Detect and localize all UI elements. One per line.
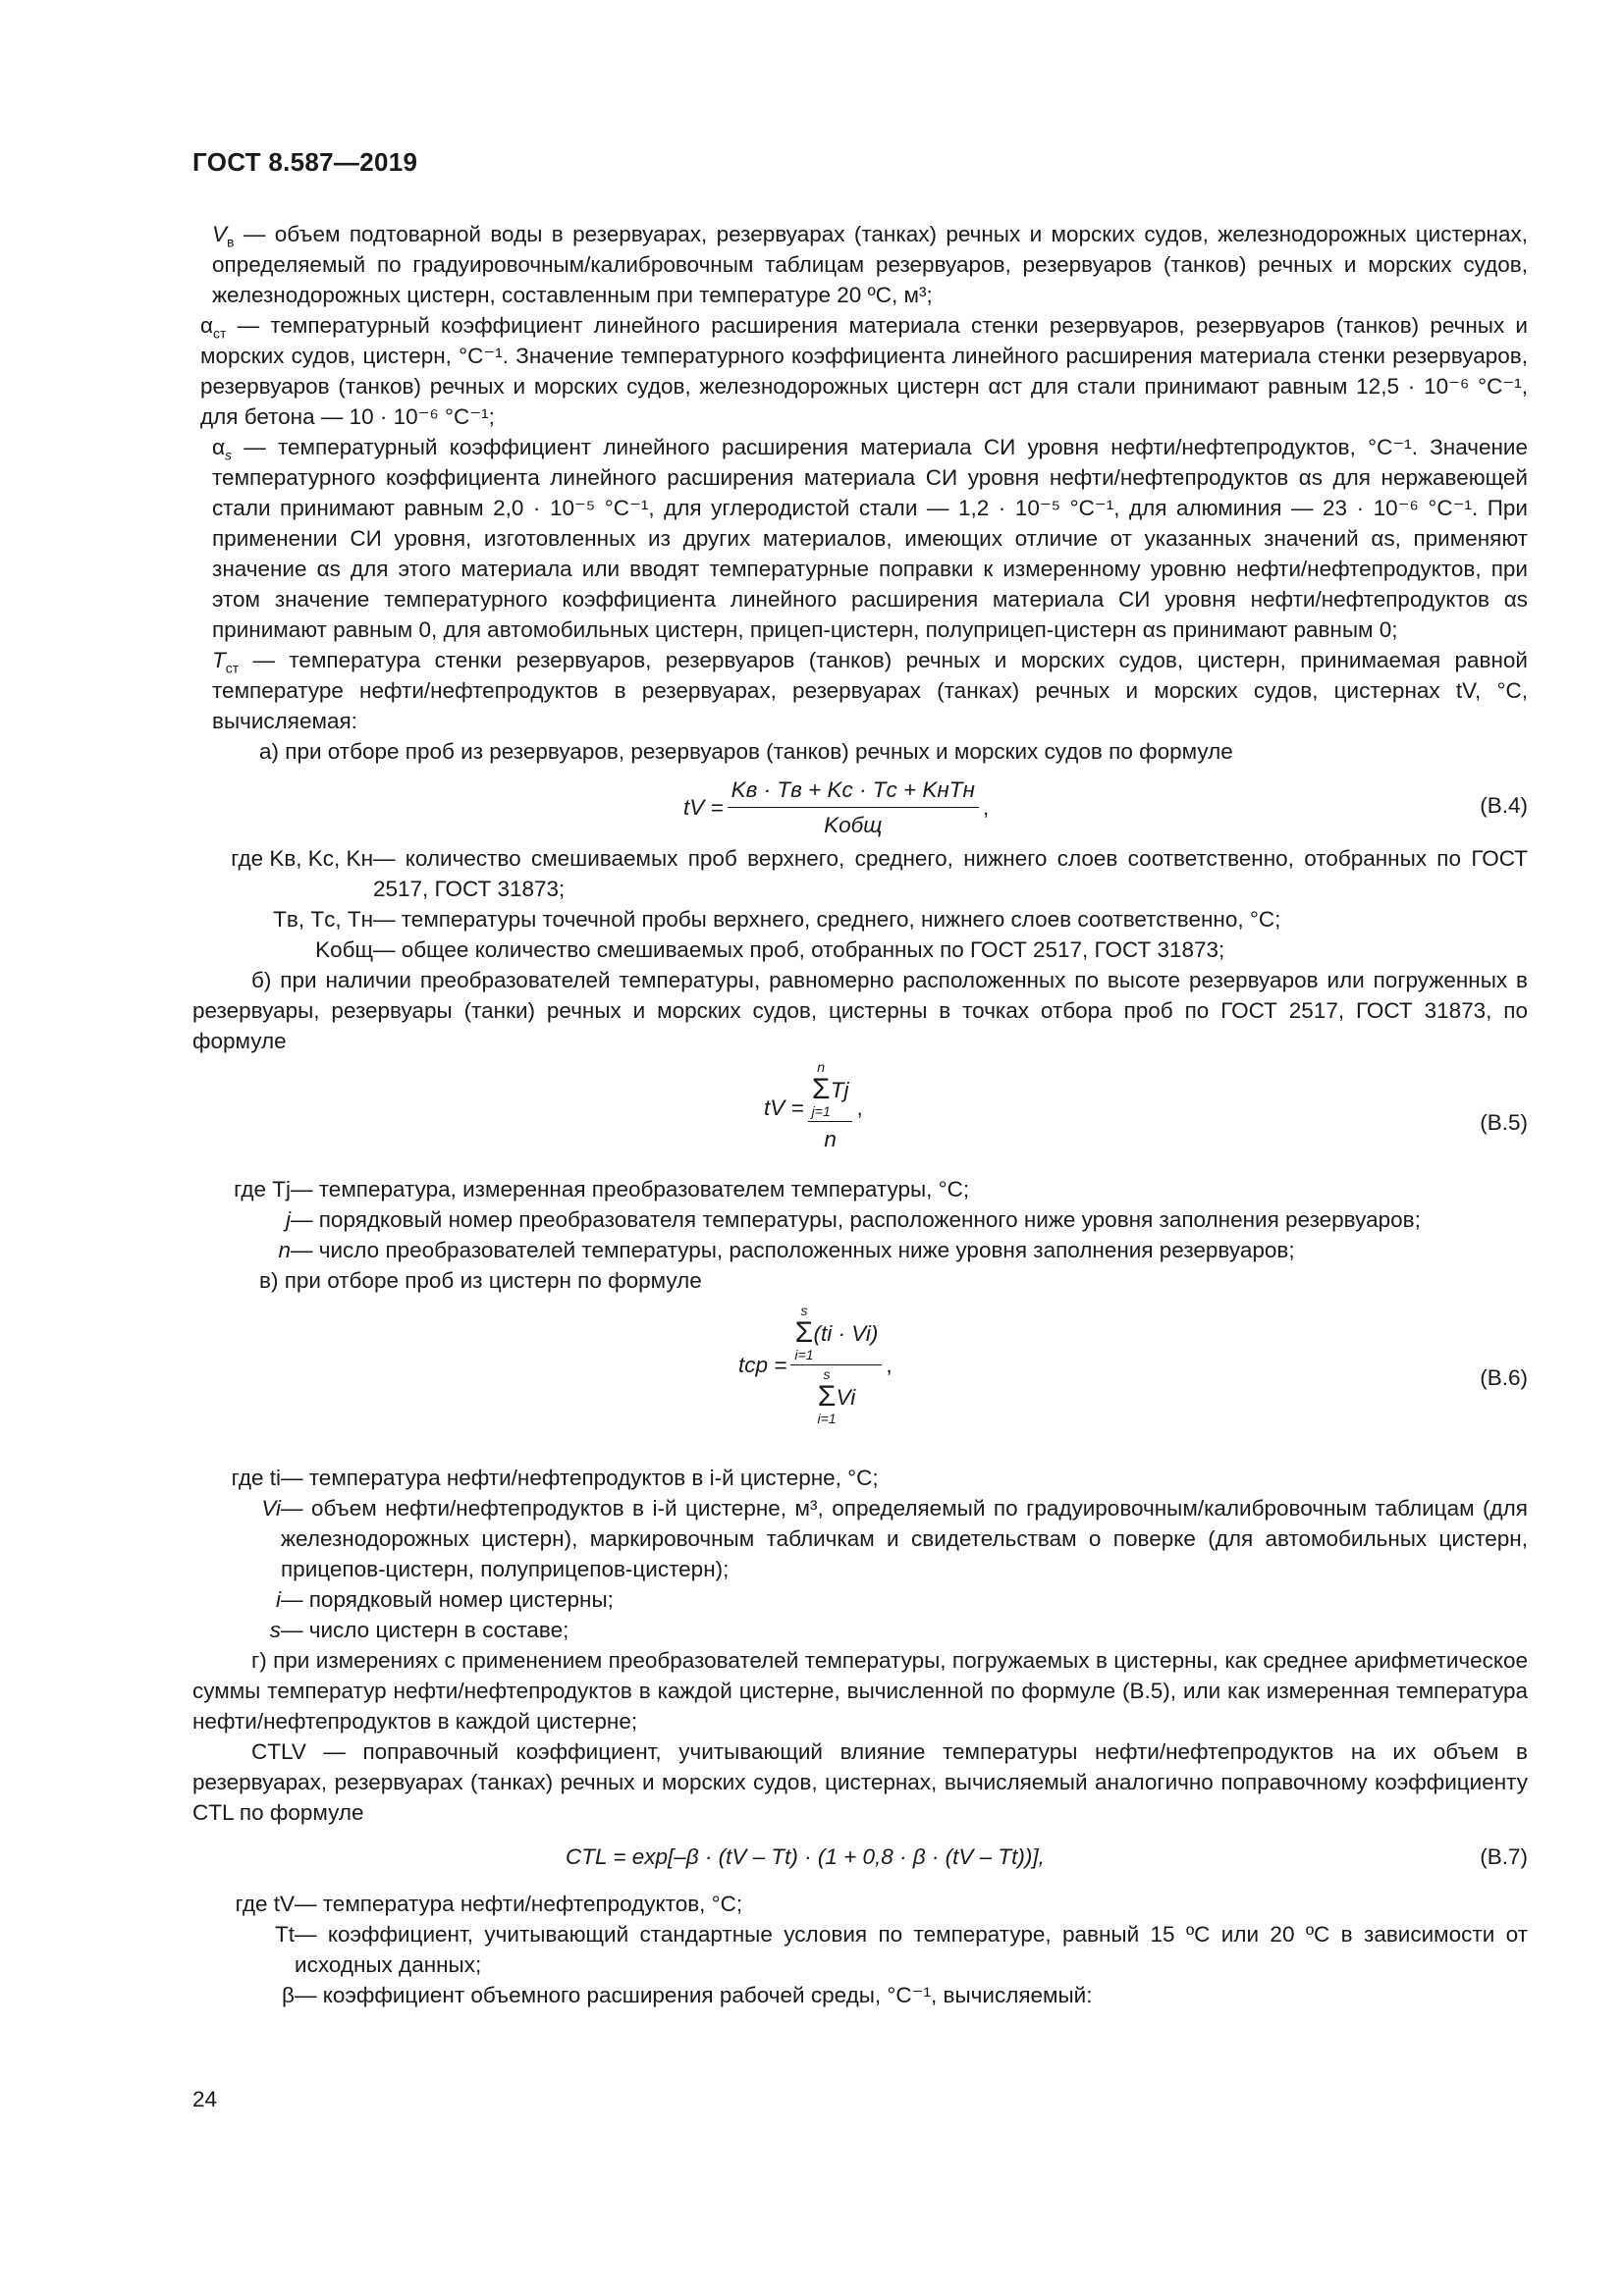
ctl-paragraph: CTLV — поправочный коэффициент, учитывающий влияние температуры нефти/нефтепродуктов на их объем в резервуарах, резервуарах (танках) речных и морских судов, цистернах, вычисляемый аналогично поправочному коэффициенту CTL по формуле [192, 1739, 1528, 1825]
document-page [192, 147, 1528, 2010]
formula-b4: tV = $\frac{\text{Kв · Tв + Kс · Tс + KнTн}}{\text{Kобщ}}$ , (В.4) [192, 767, 1528, 843]
definition-term: i [276, 1587, 281, 1612]
definition-text: — температура стенки резервуаров, резервуаров (танков) речных и морских судов, цистерн, принимаемая равной температуре нефти/нефтепродуктов в резервуарах, резервуарах (танках) речных и морских судов, цистернах tV, °С, вычисляемая: [212, 648, 1528, 733]
definition-item [192, 1235, 1528, 1265]
definition-text: — число цистерн в составе; [281, 1618, 569, 1642]
item-a: а) при отборе проб из резервуаров, резервуаров (танков) речных и морских судов по формуле [259, 739, 1233, 764]
definition-item: $T_{ст}$ — температура стенки резервуаров, резервуаров (танков) речных и морских судов, цистерн, принимаемая равной температуре нефти/нефтепродуктов в резервуарах, резервуарах (танках) речных и морских судов, цистернах tV, °С, вычисляемая: [212, 648, 1528, 733]
definition-text: — температурный коэффициент линейного расширения материала СИ уровня нефти/нефтепродуктов, °С⁻¹. Значение температурного коэффициента линейного расширения материала СИ уровня нефти/нефтепродуктов αs для нержавеющей стали принимают равным 2,0 · 10⁻⁵ °С⁻¹, для углеродистой стали — 1,2 · 10⁻⁵ °С⁻¹, для алюминия — 23 · 10⁻⁶ °С⁻¹. При применении СИ уровня, изготовленных из других материалов, имеющих отличие от указанных значений αs, применяют значение αs для этого материала или вводят температурные поправки к измеренному уровню нефти/нефтепродуктов, при этом значение температурного коэффициента линейного расширения материала СИ уровня нефти/нефтепродуктов αs принимают равным 0, для автомобильных цистерн, прицеп-цистерн, полуприцеп-цистерн αs принимают равным 0; [212, 435, 1528, 642]
definition-term: α [200, 313, 214, 338]
formula-lhs: tV = [764, 1095, 804, 1120]
definition-text: — число преобразователей температуры, расположенных ниже уровня заполнения резервуаров; [291, 1238, 1295, 1262]
definition-term: j [286, 1207, 291, 1232]
definition-item [192, 1889, 1528, 1919]
formula-expression: CTL = exp[–β · (tV – Tt) · (1 + 0,8 · β · (tV – Tt))], [566, 1844, 1045, 1869]
formula-number: (В.7) [1480, 1844, 1528, 1869]
formula-lhs: tV = [683, 795, 724, 820]
definition-text: — количество смешиваемых проб верхнего, среднего, нижнего слоев соответственно, отобранных по ГОСТ 2517, ГОСТ 31873; [373, 846, 1528, 901]
sum-operator: s Σ i=1 [794, 1303, 814, 1362]
definition-term: n [278, 1238, 291, 1262]
definition-item [192, 904, 1528, 934]
definition-term: Tв, Tс, Tн [273, 907, 373, 932]
definition-item [192, 843, 1528, 904]
definition-term: V [212, 222, 228, 246]
definition-text: — температура, измеренная преобразователем температуры, °С; [291, 1177, 970, 1201]
definition-item [192, 1980, 1528, 2010]
sum-operator: s Σ i=1 [817, 1366, 837, 1426]
document-header: ГОСТ 8.587—2019 [192, 147, 418, 177]
definition-text: — порядковый номер цистерны; [281, 1587, 614, 1612]
item-c: в) при отборе проб из цистерн по формуле [259, 1268, 702, 1293]
definition-item [192, 1919, 1528, 1980]
definition-item [192, 1463, 1528, 1493]
definition-item [192, 1615, 1528, 1645]
definition-item: $\alpha_s$ — температурный коэффициент линейного расширения материала СИ уровня нефти/нефтепродуктов, °С⁻¹. Значение температурного коэффициента линейного расширения материала СИ уровня нефти/нефтепродуктов αs для нержавеющей стали принимают равным 2,0 · 10⁻⁵ °С⁻¹, для углеродистой стали — 1,2 · 10⁻⁵ °С⁻¹, для алюминия — 23 · 10⁻⁶ °С⁻¹. При применении СИ уровня, изготовленных из других материалов, имеющих отличие от указанных значений αs, применяют значение αs для этого материала или вводят температурные поправки к измеренному уровню нефти/нефтепродуктов, при этом значение температурного коэффициента линейного расширения материала СИ уровня нефти/нефтепродуктов αs принимают равным 0, для автомобильных цистерн, прицеп-цистерн, полуприцеп-цистерн αs принимают равным 0; [212, 435, 1528, 642]
definition-text: — объем нефти/нефтепродуктов в i-й цистерне, м³, определяемый по градуировочным/калибровочным таблицам (для железнодорожных цистерн), маркировочным табличкам и свидетельствам о поверке (для автомобильных цистерн, прицепов-цистерн, полуприцепов-цистерн); [281, 1496, 1528, 1581]
definition-text: — температура нефти/нефтепродуктов в i-й цистерне, °С; [281, 1466, 879, 1490]
formula-lhs: tср = [738, 1353, 787, 1377]
formula-number: (В.6) [1480, 1365, 1528, 1390]
sum-body: Vi [836, 1384, 856, 1410]
definition-term: T [212, 648, 226, 672]
formula-denominator: Kобщ [824, 813, 883, 837]
definition-item [192, 1204, 1528, 1235]
definition-text: — коэффициент объемного расширения рабочей среды, °С⁻¹, вычисляемый: [295, 1983, 1093, 2007]
definition-term: где Tj [234, 1177, 291, 1201]
definition-term: Tt [275, 1922, 295, 1947]
definition-item [192, 1174, 1528, 1204]
definition-item [192, 934, 1528, 965]
definitions-2 [192, 843, 1528, 965]
definition-text: — порядковый номер преобразователя температуры, расположенного ниже уровня заполнения резервуаров; [291, 1207, 1421, 1232]
definition-text: — объем подтоварной воды в резервуарах, резервуарах (танках) речных и морских судов, железнодорожных цистернах, определяемый по градуировочным/калибровочным таблицам резервуаров, резервуаров (танков) речных и морских судов, железнодорожных цистерн, составленным при температуре 20 ºС, м³; [212, 222, 1528, 307]
definition-item: $V_в$ — объем подтоварной воды в резервуарах, резервуарах (танках) речных и морских судов, железнодорожных цистернах, определяемый по градуировочным/калибровочным таблицам резервуаров, резервуаров (танков) речных и морских судов, железнодорожных цистерн, составленным при температуре 20 ºС, м³; [212, 222, 1528, 307]
page-number: 24 [192, 2087, 218, 2111]
formula-number: (В.4) [1480, 793, 1528, 818]
definition-text: — общее количество смешиваемых проб, отобранных по ГОСТ 2517, ГОСТ 31873; [373, 937, 1225, 962]
definition-item [192, 1493, 1528, 1584]
definitions-1 [192, 219, 1528, 736]
definition-text: — температуры точечной пробы верхнего, среднего, нижнего слоев соответственно, °С; [373, 907, 1281, 932]
definitions-4 [192, 1463, 1528, 1645]
definition-item: $\alpha_{ст}$ — температурный коэффициент линейного расширения материала стенки резервуаров, резервуаров (танков) речных и морских судов, цистерн, °С⁻¹. Значение температурного коэффициента линейного расширения материала стенки резервуаров, резервуаров (танков) речных и морских судов, железнодорожных цистерн αст для стали принимают равным 12,5 · 10⁻⁶ °С⁻¹, для бетона — 10 · 10⁻⁶ °С⁻¹; [200, 313, 1528, 429]
definition-text: — коэффициент, учитывающий стандартные условия по температуре, равный 15 ºС или 20 ºС в зависимости от исходных данных; [295, 1922, 1528, 1977]
formula-number: (В.5) [1480, 1110, 1528, 1135]
definitions-5 [192, 1889, 1528, 2010]
formula-denominator: n [824, 1127, 837, 1151]
item-d: г) при измерениях с применением преобразователей температуры, погружаемых в цистерны, как среднее арифметическое суммы температур нефти/нефтепродуктов в каждой цистерне, вычисленной по формуле (В.5), или как измеренная температура нефти/нефтепродуктов в каждой цистерне; [192, 1648, 1528, 1734]
sum-operator: n Σ j=1 [811, 1059, 831, 1119]
definition-term: где tV [235, 1892, 295, 1916]
definition-item [192, 1584, 1528, 1615]
sum-body: Tj [830, 1077, 849, 1102]
formula-b5: tV = n Σ j=1 Tj n , (В.5) [192, 1056, 1528, 1174]
definition-term: β [282, 1983, 295, 2007]
formula-b7 [192, 1828, 1528, 1889]
definition-term: где ti [231, 1466, 281, 1490]
item-b: б) при наличии преобразователей температуры, равномерно расположенных по высоте резервуаров или погруженных в резервуары, резервуары (танки) речных и морских судов, цистерны в точках отбора проб по ГОСТ 2517, ГОСТ 31873, по формуле [192, 968, 1528, 1053]
definition-term: Vi [261, 1496, 281, 1521]
formula-b6: tср = s Σ i=1 (ti · Vi) s Σ i=1 Vi , (В.6) [738, 1303, 1528, 1426]
definition-term: Kобщ [315, 937, 373, 962]
formula-numerator: Kв · Tв + Kс · Tс + KнTн [728, 774, 979, 808]
definitions-3 [192, 1174, 1528, 1265]
definition-text: — температурный коэффициент линейного расширения материала стенки резервуаров, резервуаров (танков) речных и морских судов, цистерн, °С⁻¹. Значение температурного коэффициента линейного расширения материала стенки резервуаров, резервуаров (танков) речных и морских судов, железнодорожных цистерн αст для стали принимают равным 12,5 · 10⁻⁶ °С⁻¹, для бетона — 10 · 10⁻⁶ °С⁻¹; [200, 313, 1528, 429]
sum-body: (ti · Vi) [813, 1320, 879, 1346]
definition-term: s [269, 1618, 281, 1642]
definition-term: где Kв, Kс, Kн [231, 846, 373, 871]
definition-term: α [212, 435, 226, 459]
definition-text: — температура нефти/нефтепродуктов, °С; [295, 1892, 743, 1916]
